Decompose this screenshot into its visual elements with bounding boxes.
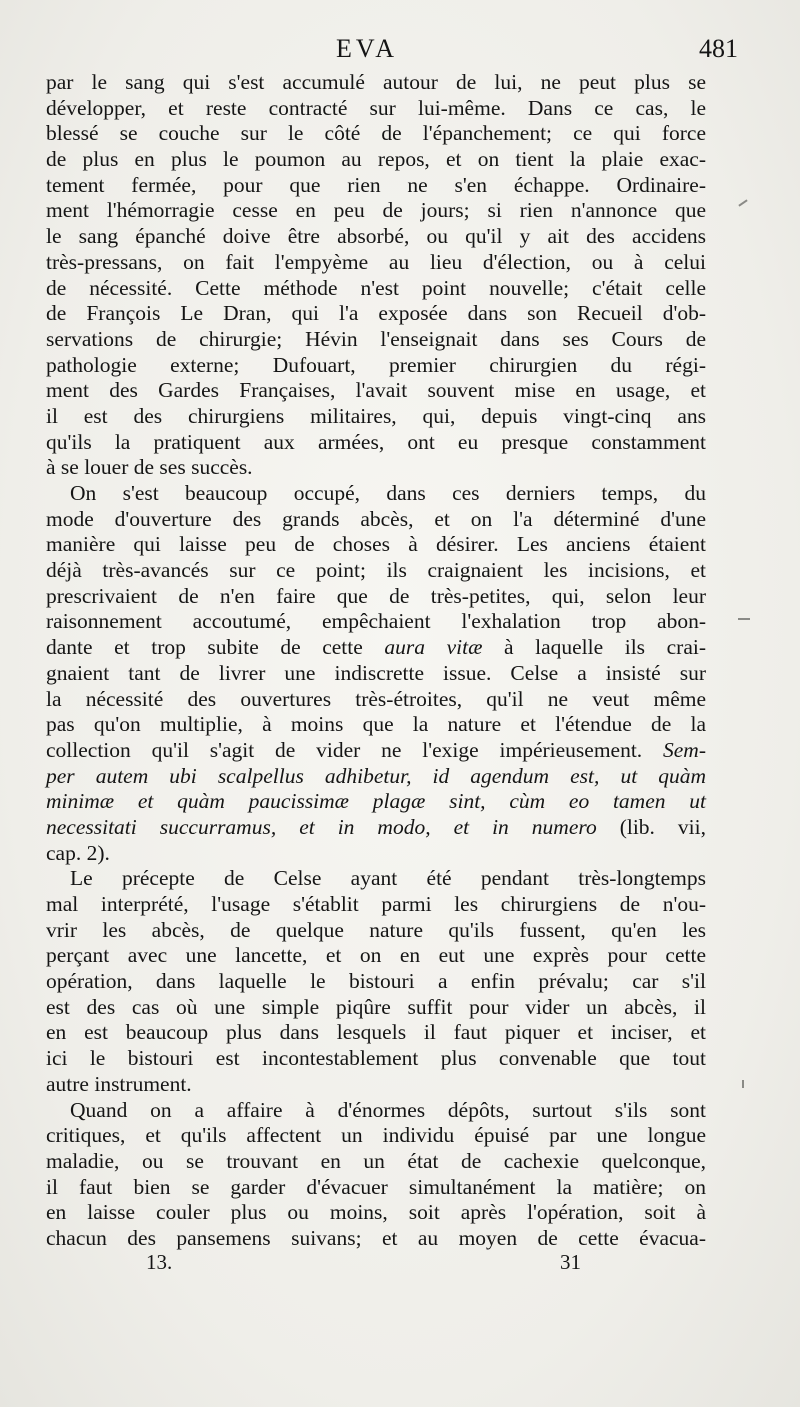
text-line: raisonnement accoutumé, empêchaient l'exhalation trop abon- [46, 609, 706, 634]
text-line: mode d'ouverture des grands abcès, et on l'a déterminé d'une [46, 506, 706, 531]
margin-mark [738, 618, 750, 620]
margin-mark [742, 1080, 744, 1088]
text-line: manière qui laisse peu de choses à désirer. Les anciens étaient [46, 532, 706, 557]
signature-mark-left: 13. [146, 1250, 173, 1274]
text-line: Le précepte de Celse ayant été pendant très-longtemps [70, 866, 706, 891]
text-line: le sang épanché doive être absorbé, ou qu'il y ait des accidens [46, 224, 706, 249]
text-line: maladie, ou se trouvant en un état de cachexie quelconque, [46, 1148, 706, 1173]
running-title: EVA [336, 34, 399, 63]
text-line: necessitati succurramus, et in modo, et in numero (lib. vii, [46, 814, 706, 839]
page-number: 481 [699, 34, 738, 63]
text-line: pas qu'on multiplie, à moins que la nature et l'étendue de la [46, 712, 706, 737]
text-line: per autem ubi scalpellus adhibetur, id agendum est, ut quàm [46, 763, 706, 788]
signature-mark-right: 31 [560, 1250, 581, 1274]
text-line: par le sang qui s'est accumulé autour de lui, ne peut plus se [46, 70, 706, 94]
text-line: en est beaucoup plus dans lesquels il faut piquer et inciser, et [46, 1020, 706, 1045]
text-line: pathologie externe; Dufouart, premier chirurgien du régi- [46, 352, 706, 377]
text-line: servations de chirurgie; Hévin l'enseignait dans ses Cours de [46, 326, 706, 351]
text-line: déjà très-avancés sur ce point; ils craignaient les incisions, et [46, 558, 706, 583]
text-line: chacun des pansemens suivans; et au moyen de cette évacua- [46, 1225, 706, 1250]
margin-mark [738, 199, 747, 206]
text-line: à se louer de ses succès. [46, 455, 253, 480]
text-line: développer, et reste contracté sur lui-même. Dans ce cas, le [46, 95, 706, 120]
text-line: la nécessité des ouvertures très-étroites, qu'il ne veut même [46, 686, 706, 711]
text-line: perçant avec une lancette, et on en eut une exprès pour cette [46, 943, 706, 968]
text-line: il faut bien se garder d'évacuer simultanément la matière; on [46, 1174, 706, 1199]
text-line: mal interprété, l'usage s'établit parmi les chirurgiens de n'ou- [46, 892, 706, 916]
text-line: en laisse couler plus ou moins, soit après l'opération, soit à [46, 1200, 706, 1225]
text-line: vrir les abcès, de quelque nature qu'ils fussent, qu'en les [46, 917, 706, 942]
text-line: il est des chirurgiens militaires, qui, depuis vingt-cinq ans [46, 403, 706, 428]
text-line: On s'est beaucoup occupé, dans ces derniers temps, du [70, 481, 706, 505]
text-line: de plus en plus le poumon au repos, et on tient la plaie exac- [46, 147, 706, 172]
text-line: ici le bistouri est incontestablement plus convenable que tout [46, 1046, 706, 1071]
text-line: cap. 2). [46, 840, 110, 865]
page-footer [46, 1250, 706, 1280]
text-line: blessé se couche sur le côté de l'épanchement; ce qui force [46, 121, 706, 146]
text-line: minimæ et quàm paucissimæ plagæ sint, cùm eo tamen ut [46, 789, 706, 814]
text-line: très-pressans, on fait l'empyème au lieu d'élection, ou à celui [46, 249, 706, 274]
text-line: qu'ils la pratiquent aux armées, ont eu presque constamment [46, 429, 706, 454]
text-line: tement fermée, pour que rien ne s'en échappe. Ordinaire- [46, 172, 706, 197]
body-text [46, 70, 706, 1252]
text-line: ment des Gardes Françaises, l'avait souvent mise en usage, et [46, 378, 706, 403]
text-line: dante et trop subite de cette aura vitæ à laquelle ils crai- [46, 635, 707, 660]
text-line: gnaient tant de livrer une indiscrette issue. Celse a insisté sur [46, 660, 706, 685]
text-line: autre instrument. [46, 1071, 192, 1096]
text-line: opération, dans laquelle le bistouri a enfin prévalu; car s'il [46, 969, 706, 994]
page-header [46, 34, 746, 70]
text-line: de nécessité. Cette méthode n'est point nouvelle; c'était celle [46, 275, 706, 300]
text-line: collection qu'il s'agit de vider ne l'exige impérieusement. Sem- [46, 737, 706, 762]
text-line: est des cas où une simple piqûre suffit pour vider un abcès, il [46, 994, 706, 1019]
text-line: prescrivaient de n'en faire que de très-petites, qui, selon leur [46, 583, 706, 608]
text-line: critiques, et qu'ils affectent un individu épuisé par une longue [46, 1123, 706, 1148]
text-line: de François Le Dran, qui l'a exposée dans son Recueil d'ob- [46, 301, 706, 326]
text-line: Quand on a affaire à d'énormes dépôts, surtout s'ils sont [70, 1097, 706, 1122]
text-line: ment l'hémorragie cesse en peu de jours; si rien n'annonce que [46, 198, 706, 223]
